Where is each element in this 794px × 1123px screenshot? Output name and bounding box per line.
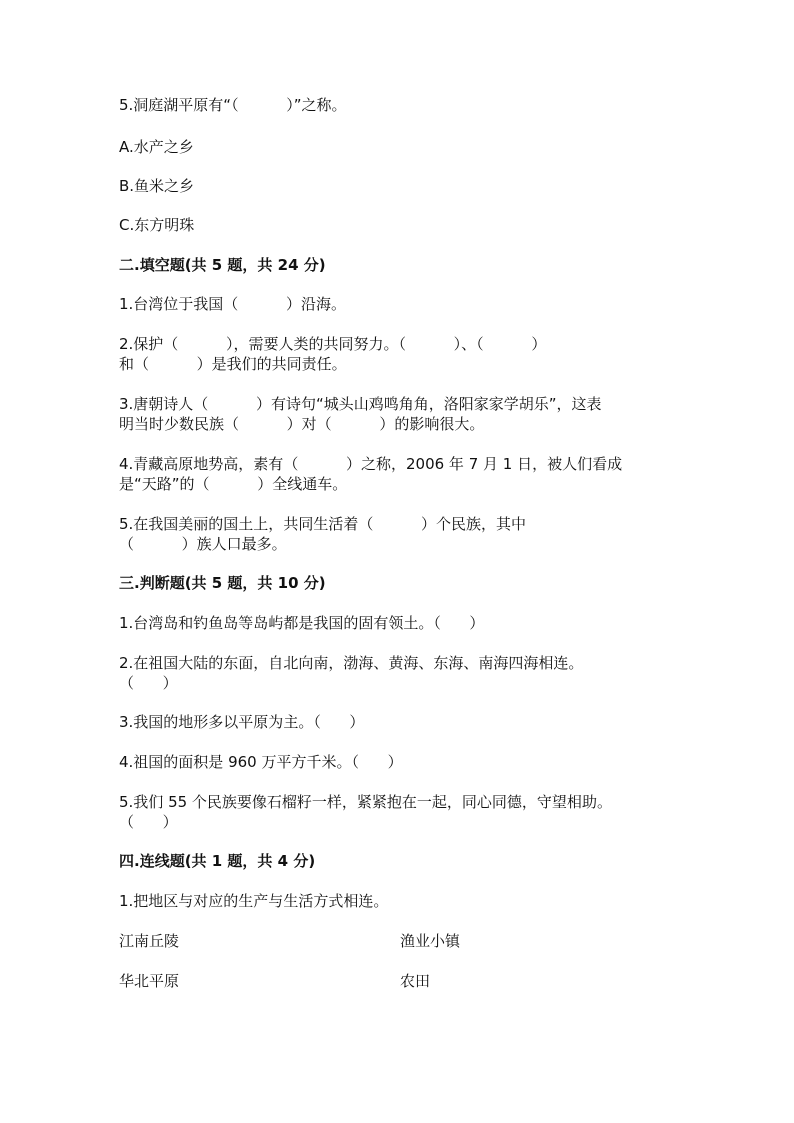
fill-question-4-line-1: 4.青藏高原地势高，素有（ ）之称，2006 年 7 月 1 日，被人们看成	[119, 455, 623, 473]
match-right-item-2: 农田	[400, 972, 431, 990]
matching-question-1: 1.把地区与对应的生产与生活方式相连。	[119, 892, 389, 910]
question-stem: 5.洞庭湖平原有“（ ）”之称。	[119, 96, 347, 114]
fill-question-2-line-2: 和（ ）是我们的共同责任。	[119, 355, 347, 373]
judge-question-5-line-1: 5.我们 55 个民族要像石榴籽一样，紧紧抱在一起，同心同德，守望相助。	[119, 793, 612, 811]
fill-question-3-line-2: 明当时少数民族（ ）对（ ）的影响很大。	[119, 415, 485, 433]
section-title-judgement: 三.判断题(共 5 题，共 10 分)	[119, 574, 326, 592]
option-c: C.东方明珠	[119, 216, 195, 234]
judge-question-5-line-2: （ ）	[119, 813, 178, 831]
match-right-item-1: 渔业小镇	[400, 932, 461, 950]
fill-question-3-line-1: 3.唐朝诗人（ ）有诗句“城头山鸡鸣角角，洛阳家家学胡乐”，这表	[119, 395, 602, 413]
fill-question-1: 1.台湾位于我国（ ）沿海。	[119, 295, 346, 313]
match-left-item-2: 华北平原	[119, 972, 180, 990]
judge-question-2-line-2: （ ）	[119, 674, 178, 692]
section-title-fill-blank: 二.填空题(共 5 题，共 24 分)	[119, 256, 326, 274]
section-title-matching: 四.连线题(共 1 题，共 4 分)	[119, 852, 316, 870]
option-b: B.鱼米之乡	[119, 177, 195, 195]
fill-question-5-line-1: 5.在我国美丽的国土上，共同生活着（ ）个民族，其中	[119, 515, 526, 533]
option-a: A.水产之乡	[119, 138, 194, 156]
fill-question-5-line-2: （ ）族人口最多。	[119, 535, 287, 553]
fill-question-4-line-2: 是“天路”的（ ）全线通车。	[119, 475, 348, 493]
judge-question-1: 1.台湾岛和钓鱼岛等岛屿都是我国的固有领土。（ ）	[119, 614, 485, 632]
match-left-item-1: 江南丘陵	[119, 932, 180, 950]
judge-question-4: 4.祖国的面积是 960 万平方千米。（ ）	[119, 753, 403, 771]
judge-question-3: 3.我国的地形多以平原为主。（ ）	[119, 713, 365, 731]
judge-question-2-line-1: 2.在祖国大陆的东面，自北向南，渤海、黄海、东海、南海四海相连。	[119, 654, 584, 672]
fill-question-2-line-1: 2.保护（ ），需要人类的共同努力。（ ）、（ ）	[119, 335, 547, 353]
